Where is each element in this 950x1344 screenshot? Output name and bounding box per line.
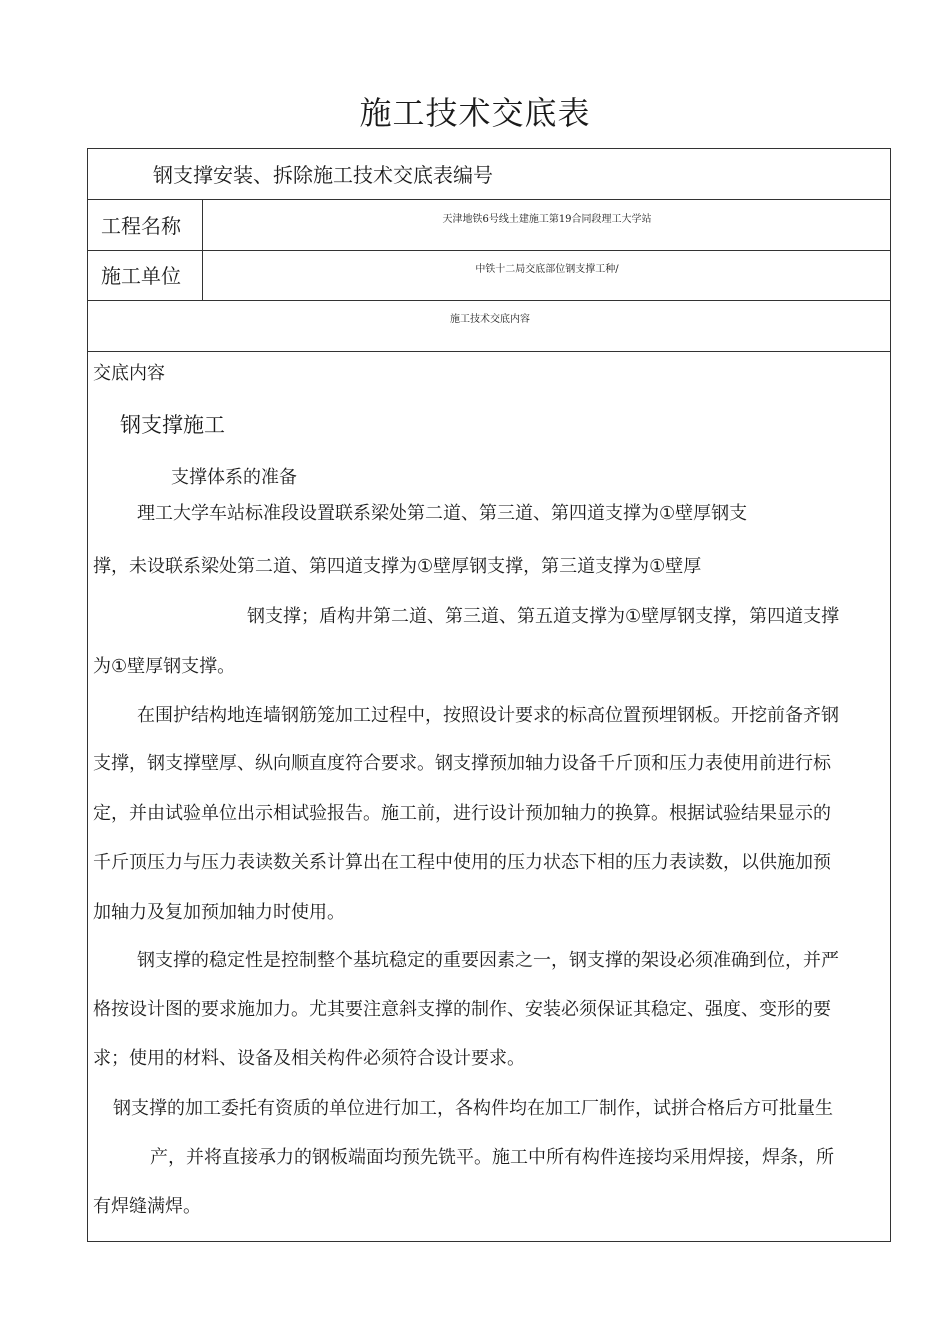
body-line: 理工大学车站标准段设置联系梁处第二道、第三道、第四道支撑为①壁厚钢支 bbox=[137, 503, 748, 524]
section-title: 钢支撑施工 bbox=[120, 413, 225, 437]
row-divider bbox=[88, 300, 890, 301]
project-name-label: 工程名称 bbox=[101, 214, 181, 238]
content-label: 交底内容 bbox=[93, 363, 165, 384]
unit-label: 施工单位 bbox=[101, 264, 181, 288]
body-line: 求；使用的材料、设备及相关构件必须符合设计要求。 bbox=[93, 1048, 525, 1069]
disclosure-table bbox=[87, 148, 891, 1242]
row-divider bbox=[88, 199, 890, 200]
content-header: 施工技术交底内容 bbox=[450, 314, 530, 325]
body-line: 钢支撑；盾构井第二道、第三道、第五道支撑为①壁厚钢支撑，第四道支撑 bbox=[247, 606, 840, 627]
body-line: 为①壁厚钢支撑。 bbox=[93, 656, 236, 677]
body-line: 格按设计图的要求施加力。尤其要注意斜支撑的制作、安装必须保证其稳定、强度、变形的要 bbox=[93, 999, 831, 1020]
doc-number-label: 钢支撑安装、拆除施工技术交底表编号 bbox=[153, 163, 493, 187]
body-line: 在围护结构地连墙钢筋笼加工过程中，按照设计要求的标高位置预埋钢板。开挖前备齐钢 bbox=[137, 705, 839, 726]
body-line: 钢支撑的稳定性是控制整个基坑稳定的重要因素之一，钢支撑的架设必须准确到位，并严 bbox=[137, 950, 839, 971]
body-line: 千斤顶压力与压力表读数关系计算出在工程中使用的压力状态下相的压力表读数，以供施加预 bbox=[93, 852, 831, 873]
page-title: 施工技术交底表 bbox=[359, 94, 591, 132]
body-line: 产，并将直接承力的钢板端面均预先铣平。施工中所有构件连接均采用焊接，焊条，所 bbox=[150, 1147, 834, 1168]
body-line: 撑，未设联系梁处第二道、第四道支撑为①壁厚钢支撑，第三道支撑为①壁厚 bbox=[93, 556, 702, 577]
subsection-title: 支撑体系的准备 bbox=[171, 467, 297, 488]
body-line: 加轴力及复加预加轴力时使用。 bbox=[93, 902, 345, 923]
project-name-value: 天津地铁6号线土建施工第19合同段理工大学站 bbox=[442, 214, 652, 225]
row-divider bbox=[88, 351, 890, 352]
body-line: 有焊缝满焊。 bbox=[93, 1196, 201, 1217]
unit-value: 中铁十二局交底部位钢支撑工种/ bbox=[475, 264, 619, 275]
row-divider bbox=[88, 250, 890, 251]
body-line: 支撑，钢支撑壁厚、纵向顺直度符合要求。钢支撑预加轴力设备千斤顶和压力表使用前进行标 bbox=[93, 753, 831, 774]
body-line: 定，并由试验单位出示相试验报告。施工前，进行设计预加轴力的换算。根据试验结果显示的 bbox=[93, 803, 831, 824]
body-line: 钢支撑的加工委托有资质的单位进行加工，各构件均在加工厂制作，试拼合格后方可批量生 bbox=[113, 1098, 833, 1119]
